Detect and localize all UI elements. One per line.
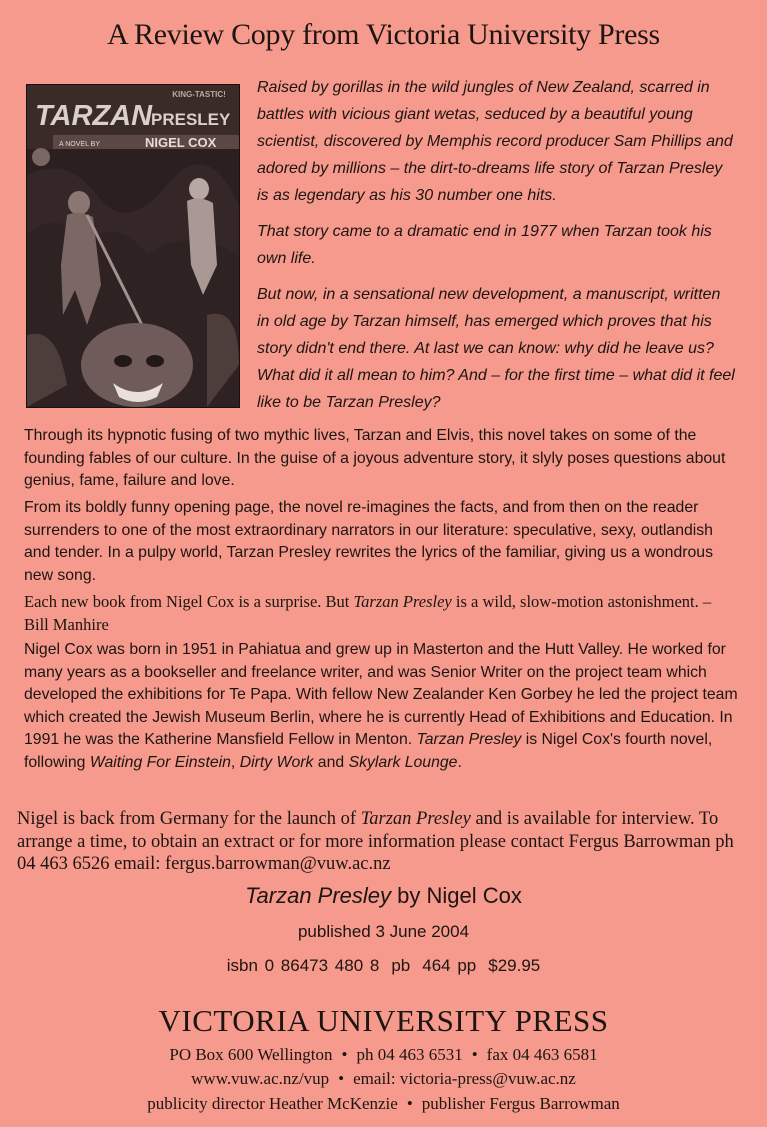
cover-title-tarzan: TARZAN [35,100,153,132]
isbn: isbn 0 86473 480 8 [226,956,380,975]
publication-date: published 3 June 2004 [297,922,470,941]
publisher-staff-line [0,1094,767,1114]
manhire-quote [24,591,740,636]
praise-text: From its boldly funny opening page, the novel re-imagines the facts, and from then on the reader surrenders to one of the most extraordinary narrators in our literature: speculative, sexy, outlandish and tender. In a pulpy world, Tarzan Presley rewrites the lyrics of the familiar, giving us a wondrous new song. [24,499,713,584]
cover-illustration [27,85,239,407]
contact-text-start: Nigel is back from Germany for the launch of [17,809,361,829]
bio-text-mid: is Nigel Cox's fourth novel, following [24,731,713,771]
cover-banner: KING-TASTIC! [172,90,226,99]
bullet-separator: • [338,1069,345,1088]
bio-previous-book-3: Skylark Lounge [348,753,458,771]
page-count: 464 pp [422,956,477,975]
bio-text: Nigel Cox was born in 1951 in Pahiatua and grew up in Masterton and the Hutt Valley. He worked for many years as a bookseller and freelance writer, and was Senior Writer on the project team which developed the exhibitions for Te Papa. With fellow New Zealander Ken Gorbey he led the project team which created the Jewish Museum Berlin, where he is currently Head of Exhibitions and Education. In 1991 he was the Katherine Mansfield Fellow in Menton. [24,641,738,748]
synopsis-paragraph [24,425,740,493]
bullet-separator: • [406,1094,413,1113]
bio-and: and [313,753,349,771]
quote-book-title: Tarzan Presley [353,592,452,611]
po-box: PO Box 600 Wellington [169,1045,333,1064]
publicity-director: publicity director Heather McKenzie [147,1094,398,1113]
cover-byline-author: NIGEL COX [145,135,217,150]
book-title-line [0,883,767,909]
praise-paragraph [24,497,740,587]
author-bio [24,639,740,774]
synopsis-text: Through its hypnotic fusing of two mythic lives, Tarzan and Elvis, this novel takes on some of the founding fables of our culture. In the guise of a joyous adventure story, it slyly poses questions about genius, fame, failure and love. [24,427,726,489]
cover-byline-prefix: A NOVEL BY [59,141,100,148]
bullet-separator: • [341,1045,348,1064]
book-author: by Nigel Cox [391,883,522,908]
book-cover-image [26,84,240,408]
quote-text-start: Each new book from Nigel Cox is a surprise. But [24,592,354,611]
publisher-phone: ph 04 463 6531 [356,1045,463,1064]
intro-paragraph-1: Raised by gorillas in the wild jungles of New Zealand, scarred in battles with vicious giant wetas, seduced by a beautiful young scientist, discovered by Memphis record producer Sam Phillips and adored by millions – the dirt-to-dreams life story of Tarzan Presley is as legendary as his 30 number one hits. [257,79,733,204]
intro-paragraph-2: That story came to a dramatic end in 1977 when Tarzan took his own life. [257,223,712,267]
quote-text-end: is a wild, slow-motion astonishment. – Bill Manhire [24,592,712,634]
price: $29.95 [488,956,541,975]
bio-previous-book-2: Dirty Work [239,753,314,771]
publisher-name: VICTORIA UNIVERSITY PRESS [158,1003,609,1038]
bio-separator: , [230,753,240,771]
cover-title-presley: PRESLEY [151,110,231,129]
contact-paragraph [17,808,747,876]
book-title: Tarzan Presley [245,883,392,908]
format: pb [391,956,411,975]
review-copy-heading: A Review Copy from Victoria University Press [107,18,660,51]
publisher-web-line [0,1069,767,1089]
publisher-email: email: victoria-press@vuw.ac.nz [353,1069,576,1088]
contact-book-title: Tarzan Presley [360,809,471,829]
intro-text [257,74,737,425]
bio-end: . [457,753,462,771]
publisher-address-line [0,1045,767,1065]
publisher-website: www.vuw.ac.nz/vup [191,1069,330,1088]
bullet-separator: • [471,1045,478,1064]
publisher-fax: fax 04 463 6581 [486,1045,598,1064]
intro-paragraph-3: But now, in a sensational new development, a manuscript, written in old age by Tarzan himself, has emerged which proves that his story didn't end there. At last we can know: why did he leave us? What did it all mean to him? And – for the first time – what did it feel like to be Tarzan Presley? [257,286,735,411]
bio-previous-book-1: Waiting For Einstein [89,753,231,771]
bio-book-title: Tarzan Presley [416,731,522,748]
book-details [0,956,767,976]
contact-text-end: and is available for interview. To arrange a time, to obtain an extract or for more information please contact Fergus Barrowman ph 04 463 6526 email: fergus.barrowman@vuw.ac.nz [17,809,734,874]
publisher-person: publisher Fergus Barrowman [421,1094,620,1113]
